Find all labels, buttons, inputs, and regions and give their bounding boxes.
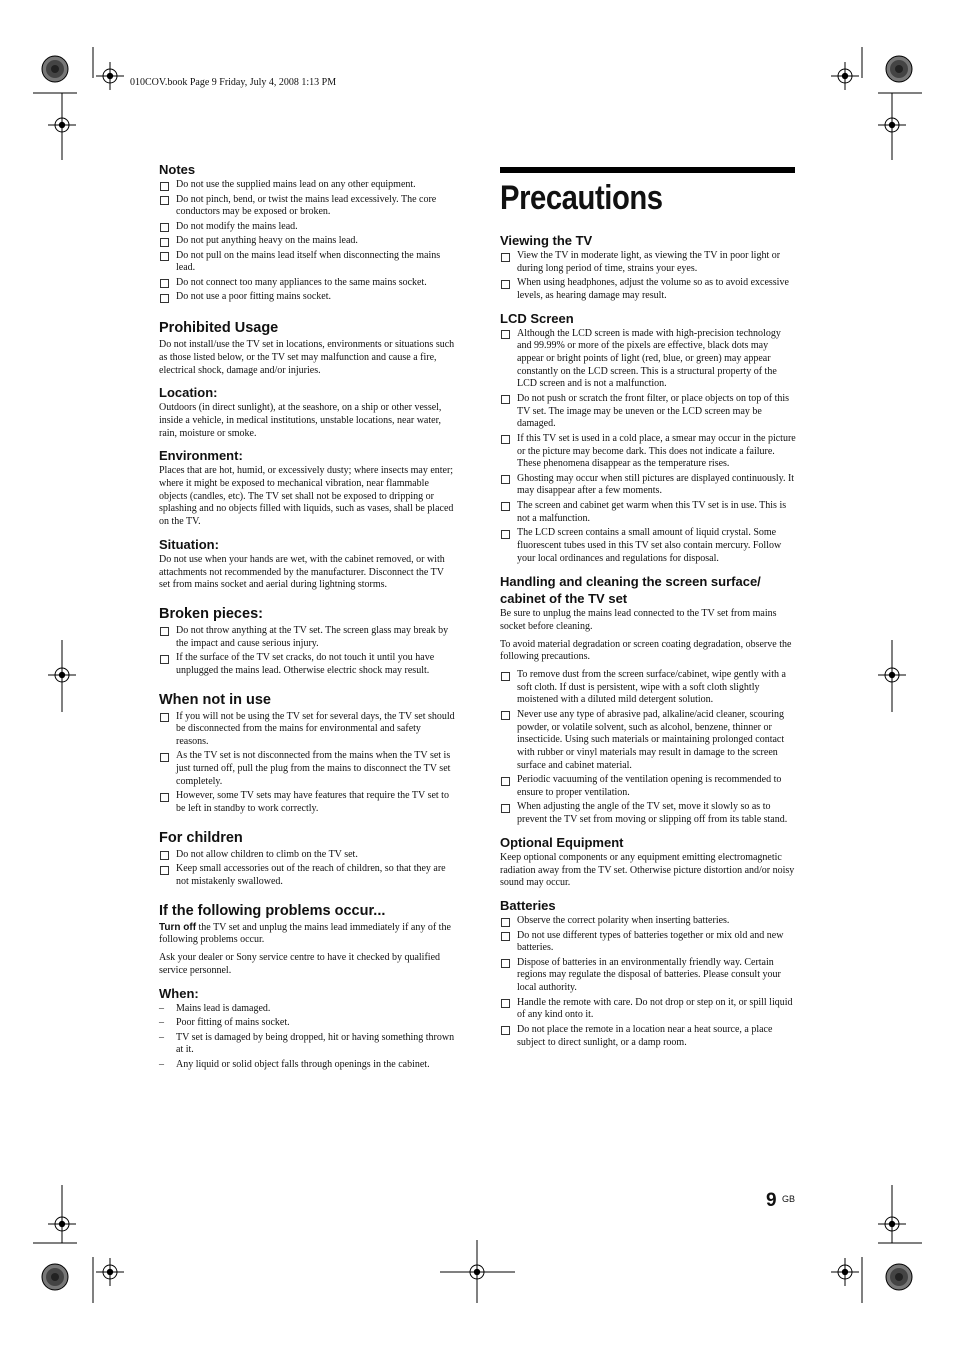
problems-heading: If the following problems occur... — [159, 902, 386, 919]
when-not-in-use-section — [159, 692, 455, 816]
book-info-header: 010COV.book Page 9 Friday, July 4, 2008 1:13 PM — [130, 77, 337, 88]
right-column — [500, 167, 796, 1051]
list-item: The LCD screen contains a small amount of liquid crystal. Some fluorescent tubes used in this TV set also contain mercury. Follow your local ordinances and regulations for disposal. — [500, 527, 796, 565]
list-item: Do not use different types of batteries together or mix old and new batteries. — [500, 930, 796, 955]
broken-pieces-list — [159, 625, 455, 678]
list-item: Dispose of batteries in an environmentally friendly way. Certain regions may regulate the disposal of batteries. Please consult your local authority. — [500, 957, 796, 995]
handling-list — [500, 669, 796, 827]
lcd-heading: LCD Screen — [500, 310, 574, 326]
list-item: Handle the remote with care. Do not drop or step on it, or spill liquid of any kind onto it. — [500, 997, 796, 1022]
optional-equipment-heading: Optional Equipment — [500, 834, 624, 850]
viewing-section — [500, 233, 796, 303]
list-item: – TV set is damaged by being dropped, hit or having something thrown at it. — [159, 1032, 455, 1057]
problems-section — [159, 903, 455, 1072]
when-list — [159, 1003, 455, 1072]
list-item: As the TV set is not disconnected from the mains when the TV set is just turned off, pull the plug from the mains to disconnect the TV set completely. — [159, 750, 455, 788]
list-item: To remove dust from the screen surface/cabinet, wipe gently with a soft cloth. If dust is persistent, wipe with a soft cloth slightly moistened with a diluted mild detergent solution. — [500, 669, 796, 707]
when-heading: When: — [159, 985, 199, 1001]
list-item: If the surface of the TV set cracks, do not touch it until you have unplugged the mains lead. Otherwise electric shock may result. — [159, 652, 455, 677]
batteries-heading: Batteries — [500, 898, 556, 913]
environment-text: Places that are hot, humid, or excessively dusty; where insects may enter; where it might be exposed to mechanical vibration, near flammable objects (candles, etc). The TV set shall not be exposed to dripping or splashing and no objects filled with liquids, such as vases, shall be placed on the TV. — [159, 465, 454, 528]
lcd-section — [500, 311, 796, 566]
situation-text: Do not use when your hands are wet, with the cabinet removed, or with attachments not recommended by the manufacturer. Disconnect the TV set from mains socket and aerial during lightning storms. — [159, 553, 445, 591]
prohibited-usage-heading: Prohibited Usage — [159, 320, 279, 337]
list-item: Do not connect too many appliances to the same mains socket. — [159, 277, 455, 290]
list-item: Do not use a poor fitting mains socket. — [159, 291, 455, 304]
notes-list — [159, 179, 455, 304]
optional-equipment-section — [500, 835, 796, 890]
situation-heading: Situation: — [159, 536, 219, 552]
notes-heading: Notes — [159, 162, 196, 177]
list-item: Do not modify the mains lead. — [159, 221, 455, 234]
viewing-heading: Viewing the TV — [500, 233, 593, 248]
list-item: The screen and cabinet get warm when this TV set is in use. This is not a malfunction. — [500, 500, 796, 525]
left-column — [159, 162, 455, 1073]
handling-p2: To avoid material degradation or screen coating degradation, observe the following precautions. — [500, 638, 792, 663]
title-rule — [500, 167, 795, 173]
broken-pieces-heading: Broken pieces: — [159, 605, 263, 622]
list-item: Do not pull on the mains lead itself when disconnecting the mains lead. — [159, 250, 455, 275]
list-item: Do not push or scratch the front filter, or place objects on top of this TV set. The image may be uneven or the LCD screen may be damaged. — [500, 393, 796, 431]
list-item: View the TV in moderate light, as viewing the TV in poor light or during long period of time, strains your eyes. — [500, 250, 796, 275]
list-item: Ghosting may occur when still pictures are displayed continuously. It may disappear after a few moments. — [500, 473, 796, 498]
turn-off-bold: Turn off — [159, 921, 197, 933]
when-not-in-use-heading: When not in use — [159, 691, 271, 708]
batteries-list — [500, 915, 796, 1049]
list-item: Never use any type of abrasive pad, alkaline/acid cleaner, scouring powder, or volatile solvent, such as alcohol, benzene, thinner or insecticide. Using such materials or maintaining prolonged contact with rubber or vinyl materials may result in damage to the screen surface and cabinet material. — [500, 709, 796, 773]
for-children-section — [159, 830, 455, 889]
location-text: Outdoors (in direct sunlight), at the seashore, on a ship or other vessel, inside a vehicle, in medical institutions, unstable locations, near water, rain, moisture or smoke. — [159, 402, 442, 439]
page-region-code: GB — [782, 1194, 796, 1204]
broken-pieces-section — [159, 606, 455, 678]
list-item: Periodic vacuuming of the ventilation opening is recommended to ensure to proper ventilation. — [500, 774, 796, 799]
list-item: Do not place the remote in a location near a heat source, a place subject to direct sunlight, or a damp room. — [500, 1024, 796, 1049]
turn-off-paragraph — [159, 922, 455, 947]
list-item: Observe the correct polarity when inserting batteries. — [500, 915, 796, 928]
list-item: When using headphones, adjust the volume so as to avoid excessive levels, as hearing damage may result. — [500, 277, 796, 302]
location-heading: Location: — [159, 385, 218, 401]
ask-dealer-paragraph: Ask your dealer or Sony service centre to have it checked by qualified service personnel. — [159, 952, 441, 976]
list-item: Do not use the supplied mains lead on any other equipment. — [159, 179, 455, 192]
list-item: Do not throw anything at the TV set. The screen glass may break by the impact and cause serious injury. — [159, 625, 455, 650]
list-item: – Any liquid or solid object falls through openings in the cabinet. — [159, 1059, 455, 1072]
list-item: Although the LCD screen is made with high-precision technology and 99.99% or more of the pixels are effective, black dots may appear or bright points of light (red, blue, or green) may appear constantly on the LCD screen. This is a structural property of the LCD screen and is not a malfunction. — [500, 328, 796, 392]
list-item: If this TV set is used in a cold place, a smear may occur in the picture or the picture may become dark. This does not indicate a failure. These phenomena disappear as the temperature rises. — [500, 433, 796, 471]
page-title: Precautions — [500, 179, 663, 217]
viewing-list — [500, 250, 796, 303]
turn-off-rest: the TV set and unplug the mains lead immediately if any of the following problems occur. — [159, 921, 451, 946]
list-item: When adjusting the angle of the TV set, move it slowly so as to prevent the TV set from moving or slipping off from its table stand. — [500, 801, 796, 826]
list-item: Do not pinch, bend, or twist the mains lead excessively. The core conductors may be exposed or broken. — [159, 194, 455, 219]
list-item: Do not allow children to climb on the TV set. — [159, 849, 455, 862]
environment-heading: Environment: — [159, 448, 243, 464]
for-children-list — [159, 849, 455, 889]
prohibited-usage-section — [159, 320, 455, 592]
prohibited-usage-intro: Do not install/use the TV set in locations, environments or situations such as those listed below, or the TV set may malfunction and cause a fire, electrical shock, damage and/or injuries. — [159, 339, 455, 376]
notes-section — [159, 162, 455, 304]
list-item: Do not put anything heavy on the mains lead. — [159, 235, 455, 248]
list-item: Keep small accessories out of the reach of children, so that they are not mistakenly swallowed. — [159, 863, 455, 888]
handling-section — [500, 573, 796, 827]
batteries-section — [500, 898, 796, 1049]
optional-equipment-text: Keep optional components or any equipment emitting electromagnetic radiation away from the TV set. Otherwise picture distortion and/or noisy sound may occur. — [500, 851, 795, 889]
for-children-heading: For children — [159, 829, 243, 846]
when-not-in-use-list — [159, 711, 455, 816]
list-item: If you will not be using the TV set for several days, the TV set should be disconnected from the mains for environmental and safety reasons. — [159, 711, 455, 749]
page-number: 9 — [766, 1190, 777, 1211]
lcd-list — [500, 328, 796, 566]
list-item: – Mains lead is damaged. — [159, 1003, 455, 1016]
list-item: However, some TV sets may have features that require the TV set to be left in standby to work correctly. — [159, 790, 455, 815]
handling-heading: Handling and cleaning the screen surface/ cabinet of the TV set — [500, 574, 761, 607]
handling-p1: Be sure to unplug the mains lead connected to the TV set from mains socket before cleaning. — [500, 608, 777, 632]
list-item: – Poor fitting of mains socket. — [159, 1017, 455, 1030]
